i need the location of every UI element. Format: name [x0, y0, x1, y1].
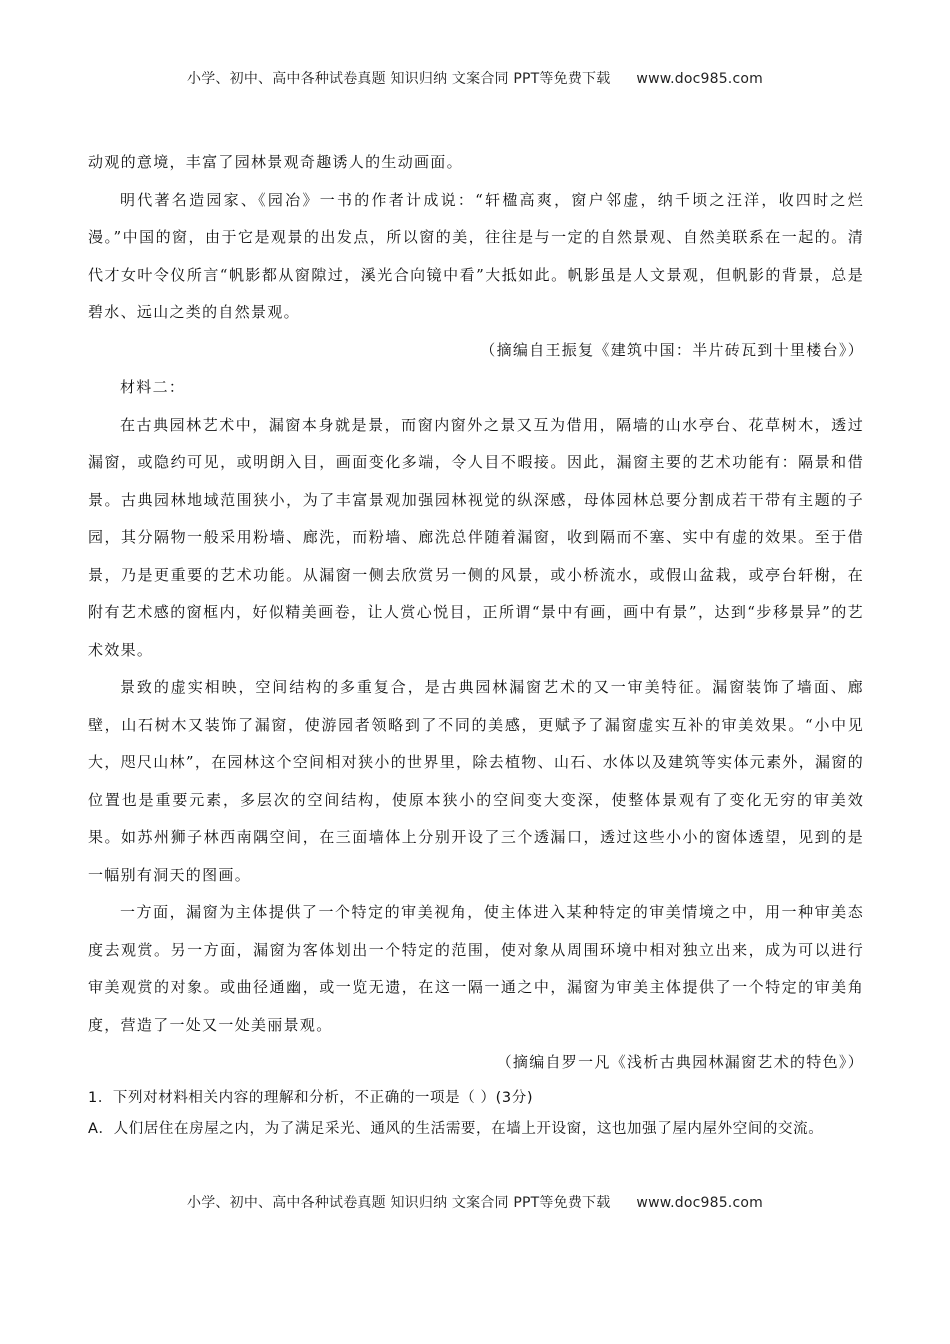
footer-text: 小学、初中、高中各种试卷真题 知识归纳 文案合同 PPT等免费下载 [187, 1195, 611, 1211]
footer-url[interactable]: www.doc985.com [636, 1195, 763, 1211]
material-2-label: 材料二： [120, 378, 186, 396]
source-citation-2: （摘编自罗一凡《浅析古典园林漏窗艺术的特色》） [496, 1053, 864, 1071]
document-body [88, 144, 864, 1147]
header-text: 小学、初中、高中各种试卷真题 知识归纳 文案合同 PPT等免费下载 [187, 71, 611, 87]
paragraph-continuation: 动观的意境，丰富了园林景观奇趣诱人的生动画面。 [88, 153, 463, 171]
question-stem: 1．下列对材料相关内容的理解和分析，不正确的一项是（ ）(3分) [88, 1089, 534, 1106]
paragraph-aesthetic-perspective: 一方面，漏窗为主体提供了一个特定的审美视角，使主体进入某种特定的审美情境之中，用一种审美态度去观赏。另一方面，漏窗为客体划出一个特定的范围，使对象从周围环境中相对独立出来，成为可以进行审美观赏的对象。或曲径通幽，或一览无遗，在这一隔一通之中，漏窗为审美主体提供了一个特定的审美角度，营造了一处又一处美丽景观。 [88, 903, 864, 1034]
page-header [0, 68, 950, 88]
source-citation-1: （摘编自王振复《建筑中国：半片砖瓦到十里楼台》） [480, 340, 864, 359]
paragraph-lattice-window-function: 在古典园林艺术中，漏窗本身就是景，而窗内窗外之景又互为借用，隔墙的山水亭台、花草树木，透过漏窗，或隐约可见，或明朗入目，画面变化多端，令人目不暇接。因此，漏窗主要的艺术功能有：隔景和借景。古典园林地域范围狭小，为了丰富景观加强园林视觉的纵深感，母体园林总要分割成若干带有主题的子园，其分隔物一般采用粉墙、廊洗，而粉墙、廊洗总伴随着漏窗，收到隔而不塞、实中有虚的效果。至于借景，乃是更重要的艺术功能。从漏窗一侧去欣赏另一侧的风景，或小桥流水，或假山盆栽，或亭台轩榭，在附有艺术感的窗框内，好似精美画卷，让人赏心悦目，正所谓“景中有画，画中有景”，达到“步移景异”的艺术效果。 [88, 415, 864, 659]
header-url[interactable]: www.doc985.com [636, 71, 763, 87]
paragraph-aesthetic-feature: 景致的虚实相映，空间结构的多重复合，是古典园林漏窗艺术的又一审美特征。漏窗装饰了墙面、廊壁，山石树木又装饰了漏窗，使游园者领略到了不同的美感，更赋予了漏窗虚实互补的审美效果。“小中见大，咫尺山林”，在园林这个空间相对狭小的世界里，除去植物、山石、水体以及建筑等实体元素外，漏窗的位置也是重要元素，多层次的空间结构，使原本狭小的空间变大变深，使整体景观有了变化无穷的审美效果。如苏州狮子林西南隅空间，在三面墙体上分别开设了三个透漏口，透过这些小小的窗体透望，见到的是一幅别有洞天的图画。 [88, 678, 864, 884]
question-1 [88, 1085, 864, 1147]
paragraph-jicheng-quote: 明代著名造园家、《园冶》一书的作者计成说：“轩楹高爽，窗户邻虚，纳千顷之汪洋，收四时之烂漫。”中国的窗，由于它是观景的出发点，所以窗的美，往往是与一定的自然景观、自然美联系在一起的。清代才女叶令仪所言“帆影都从窗隙过，溪光合向镜中看”大抵如此。帆影虽是人文景观，但帆影的背景，总是碧水、远山之类的自然景观。 [88, 190, 864, 321]
page-footer [0, 1192, 950, 1212]
question-option-a: A．人们居住在房屋之内，为了满足采光、通风的生活需要，在墙上开设窗，这也加强了屋内屋外空间的交流。 [88, 1120, 824, 1137]
